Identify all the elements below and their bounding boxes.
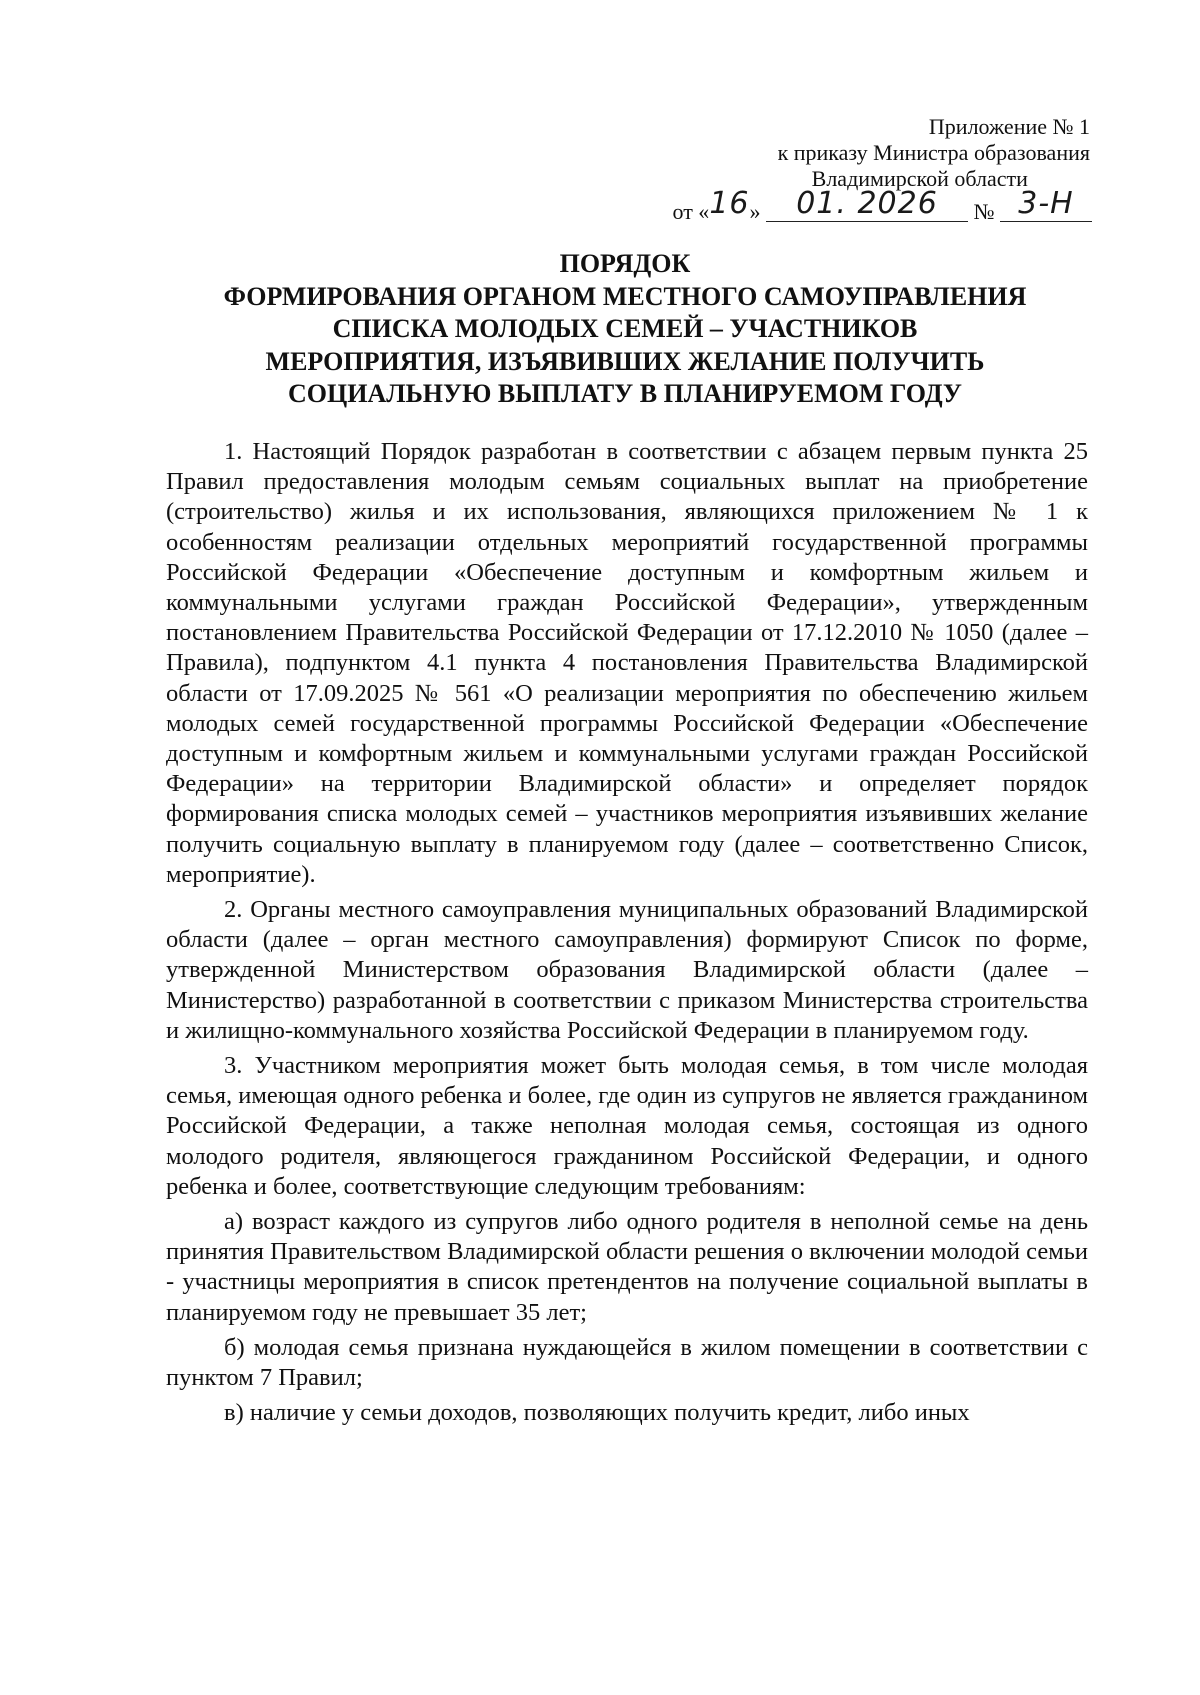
title-line-4: МЕРОПРИЯТИЯ, ИЗЪЯВИВШИХ ЖЕЛАНИЕ ПОЛУЧИТЬ [265,346,985,376]
order-number-label: № [973,199,995,224]
paragraph-3-item-b: б) молодая семья признана нуждающейся в жилом помещении в соответствии с пунктом 7 Правил; [166,1333,1088,1392]
paragraph-3-item-c: в) наличие у семьи доходов, позволяющих получить кредит, либо иных [224,1399,970,1427]
order-date-handwritten: 01. 2026 [766,186,968,222]
paragraph-2: 2. Органы местного самоуправления муниципальных образований Владимирской области (далее – орган местного самоуправления) формируют Список по форме, утвержденной Министерством образования Владимирской области (далее – Министерство) разработанной в соответствии с приказом Министерства строительства и жилищно-коммунального хозяйства Российской Федерации в планируемом году. [166,896,1088,1044]
paragraph-1: 1. Настоящий Порядок разработан в соответствии с абзацем первым пункта 25 Правил предоставления молодым семьям социальных выплат на приобретение (строительство) жилья и их использования, являющихся приложением № 1 к особенностям реализации отдельных мероприятий государственной программы Российской Федерации «Обеспечение доступным и комфортным жильем и коммунальными услугами граждан Российской Федерации», утвержденным постановлением Правительства Российской Федерации от 17.12.2010 № 1050 (далее – Правила), подпунктом 4.1 пункта 4 постановления Правительства Владимирской области от 17.09.2025 № 561 «О реализации мероприятия по обеспечению жильем молодых семей государственной программы Российской Федерации «Обеспечение доступным и комфортным жильем и коммунальными услугами граждан Российской Федерации» на территории Владимирской области» и определяет порядок формирования списка молодых семей – участников мероприятия изъявивших желание получить социальную выплату в планируемом году (далее – соответственно Список, мероприятие). [166,438,1088,888]
title-line-3: СПИСКА МОЛОДЫХ СЕМЕЙ – УЧАСТНИКОВ [332,314,918,343]
annex-order-reference: к приказу Министра образования [777,140,1090,165]
title-line-1: ПОРЯДОК [559,249,691,278]
annex-header [778,114,1090,192]
order-date-prefix: от « [672,199,710,224]
order-number-handwritten: 3-Н [1000,186,1092,222]
order-date-mid: » [749,199,761,224]
order-day-handwritten: 16 [709,186,750,221]
paragraph-3-item-a: а) возраст каждого из супругов либо одного родителя в неполной семье на день принятия Правительством Владимирской области решения о включении молодой семьи - участницы мероприятия в список претендентов на получение социальной выплаты в планируемом году не превышает 35 лет; [166,1208,1088,1326]
document-body [166,437,1088,1434]
paragraph-3: 3. Участником мероприятия может быть молодая семья, в том числе молодая семья, имеющая одного ребенка и более, где один из супругов не является гражданином Российской Федерации, а также неполная молодая семья, состоящая из одного молодого родителя, являющегося гражданином Российской Федерации, и одного ребенка и более, соответствующие следующим требованиям: [166,1052,1088,1200]
title-line-2: ФОРМИРОВАНИЯ ОРГАНОМ МЕСТНОГО САМОУПРАВЛЕНИЯ [223,281,1027,311]
annex-region: Владимирской области [811,166,1028,191]
order-date-number [672,186,1092,232]
title-line-5: СОЦИАЛЬНУЮ ВЫПЛАТУ В ПЛАНИРУЕМОМ ГОДУ [288,379,962,408]
annex-number: Приложение № 1 [928,114,1090,139]
document-title [160,248,1090,411]
